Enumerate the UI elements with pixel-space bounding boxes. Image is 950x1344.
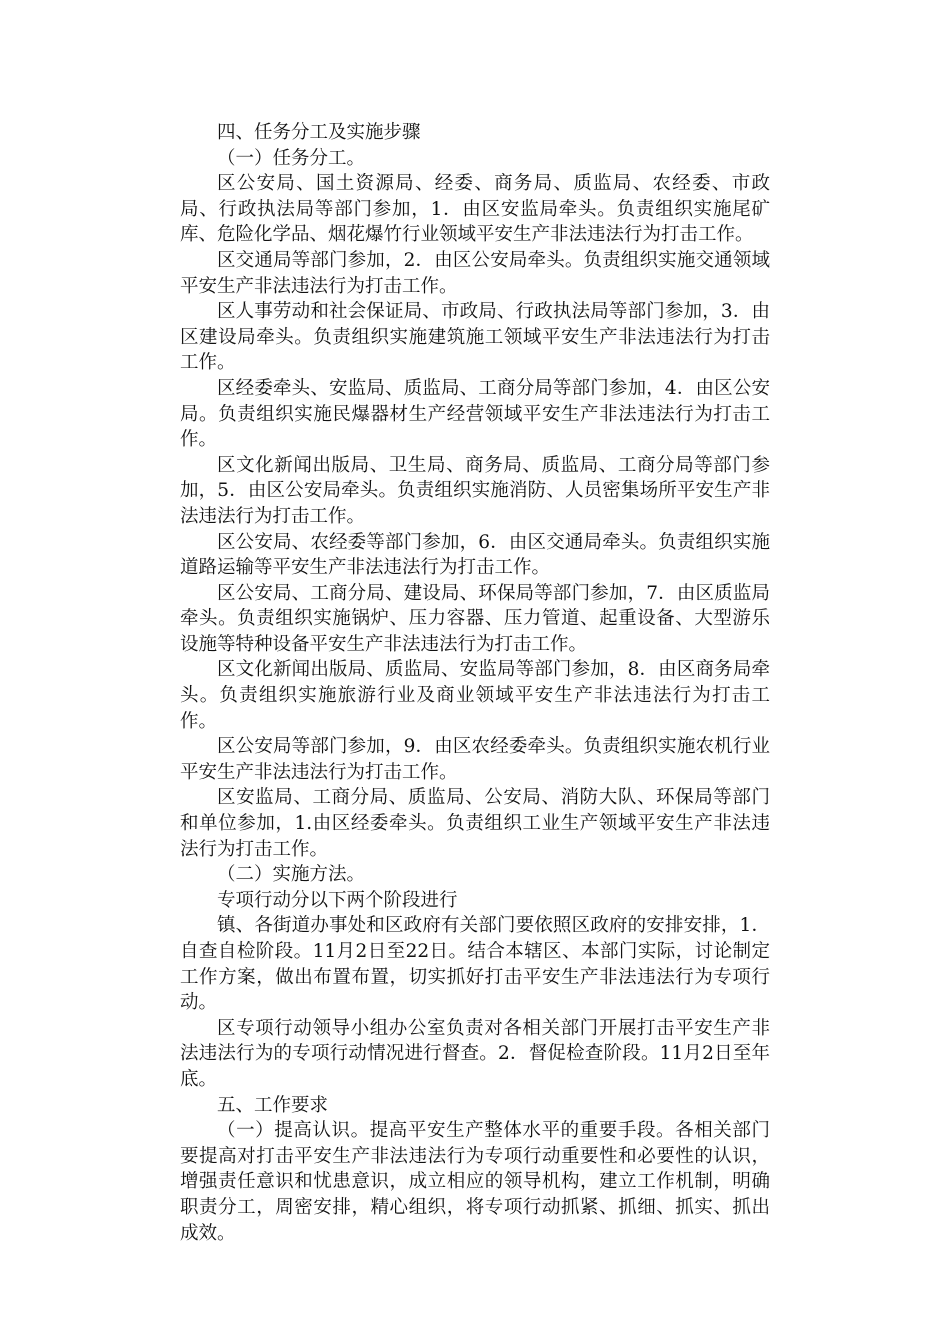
paragraph: 镇、各街道办事处和区政府有关部门要依照区政府的安排安排，1．自查自检阶段。11月2日至22日。结合本辖区、本部门实际，讨论制定工作方案，做出布置布置，切实抓好打击平安生产非法违法行为专项行动。: [180, 915, 770, 1014]
paragraph: 区公安局等部门参加，9．由区农经委牵头。负责组织实施农机行业平安生产非法违法行为打击工作。: [180, 736, 770, 783]
paragraph: 区专项行动领导小组办公室负责对各相关部门开展打击平安生产非法违法行为的专项行动情况进行督查。2．督促检查阶段。11月2日至年底。: [180, 1017, 770, 1090]
subsection-heading: （一）任务分工。: [217, 147, 366, 169]
paragraph: 区文化新闻出版局、质监局、安监局等部门参加，8．由区商务局牵头。负责组织实施旅游行业及商业领域平安生产非法违法行为打击工作。: [180, 659, 770, 732]
paragraph: 区公安局、国土资源局、经委、商务局、质监局、农经委、市政局、行政执法局等部门参加，1．由区安监局牵头。负责组织实施尾矿库、危险化学品、烟花爆竹行业领域平安生产非法违法行为打击工作。: [180, 173, 770, 246]
document-body: [180, 120, 770, 1246]
paragraph: 区安监局、工商分局、质监局、公安局、消防大队、环保局等部门和单位参加，1.由区经委牵头。负责组织工业生产领域平安生产非法违法行为打击工作。: [180, 787, 770, 860]
section-heading: 四、任务分工及实施步骤: [217, 122, 421, 143]
paragraph: 专项行动分以下两个阶段进行: [217, 889, 458, 911]
paragraph: 区人事劳动和社会保证局、市政局、行政执法局等部门参加，3．由区建设局牵头。负责组织实施建筑施工领域平安生产非法违法行为打击工作。: [180, 301, 770, 374]
paragraph: （一）提高认识。提高平安生产整体水平的重要手段。各相关部门要提高对打击平安生产非法违法行为专项行动重要性和必要性的认识，增强责任意识和忧患意识，成立相应的领导机构，建立工作机制，明确职责分工，周密安排，精心组织，将专项行动抓紧、抓细、抓实、抓出成效。: [180, 1120, 770, 1244]
paragraph: 区文化新闻出版局、卫生局、商务局、质监局、工商分局等部门参加，5．由区公安局牵头。负责组织实施消防、人员密集场所平安生产非法违法行为打击工作。: [180, 454, 770, 527]
paragraph: 区交通局等部门参加，2．由区公安局牵头。负责组织实施交通领域平安生产非法违法行为打击工作。: [180, 249, 770, 297]
paragraph: 区公安局、工商分局、建设局、环保局等部门参加，7．由区质监局牵头。负责组织实施锅炉、压力容器、压力管道、起重设备、大型游乐设施等特种设备平安生产非法违法行为打击工作。: [180, 582, 770, 655]
paragraph: 区经委牵头、安监局、质监局、工商分局等部门参加，4．由区公安局。负责组织实施民爆器材生产经营领域平安生产非法违法行为打击工作。: [180, 377, 770, 451]
section-heading: 五、工作要求: [217, 1094, 329, 1116]
paragraph: 区公安局、农经委等部门参加，6．由区交通局牵头。负责组织实施道路运输等平安生产非法违法行为打击工作。: [180, 531, 770, 579]
subsection-heading: （二）实施方法。: [217, 864, 366, 886]
